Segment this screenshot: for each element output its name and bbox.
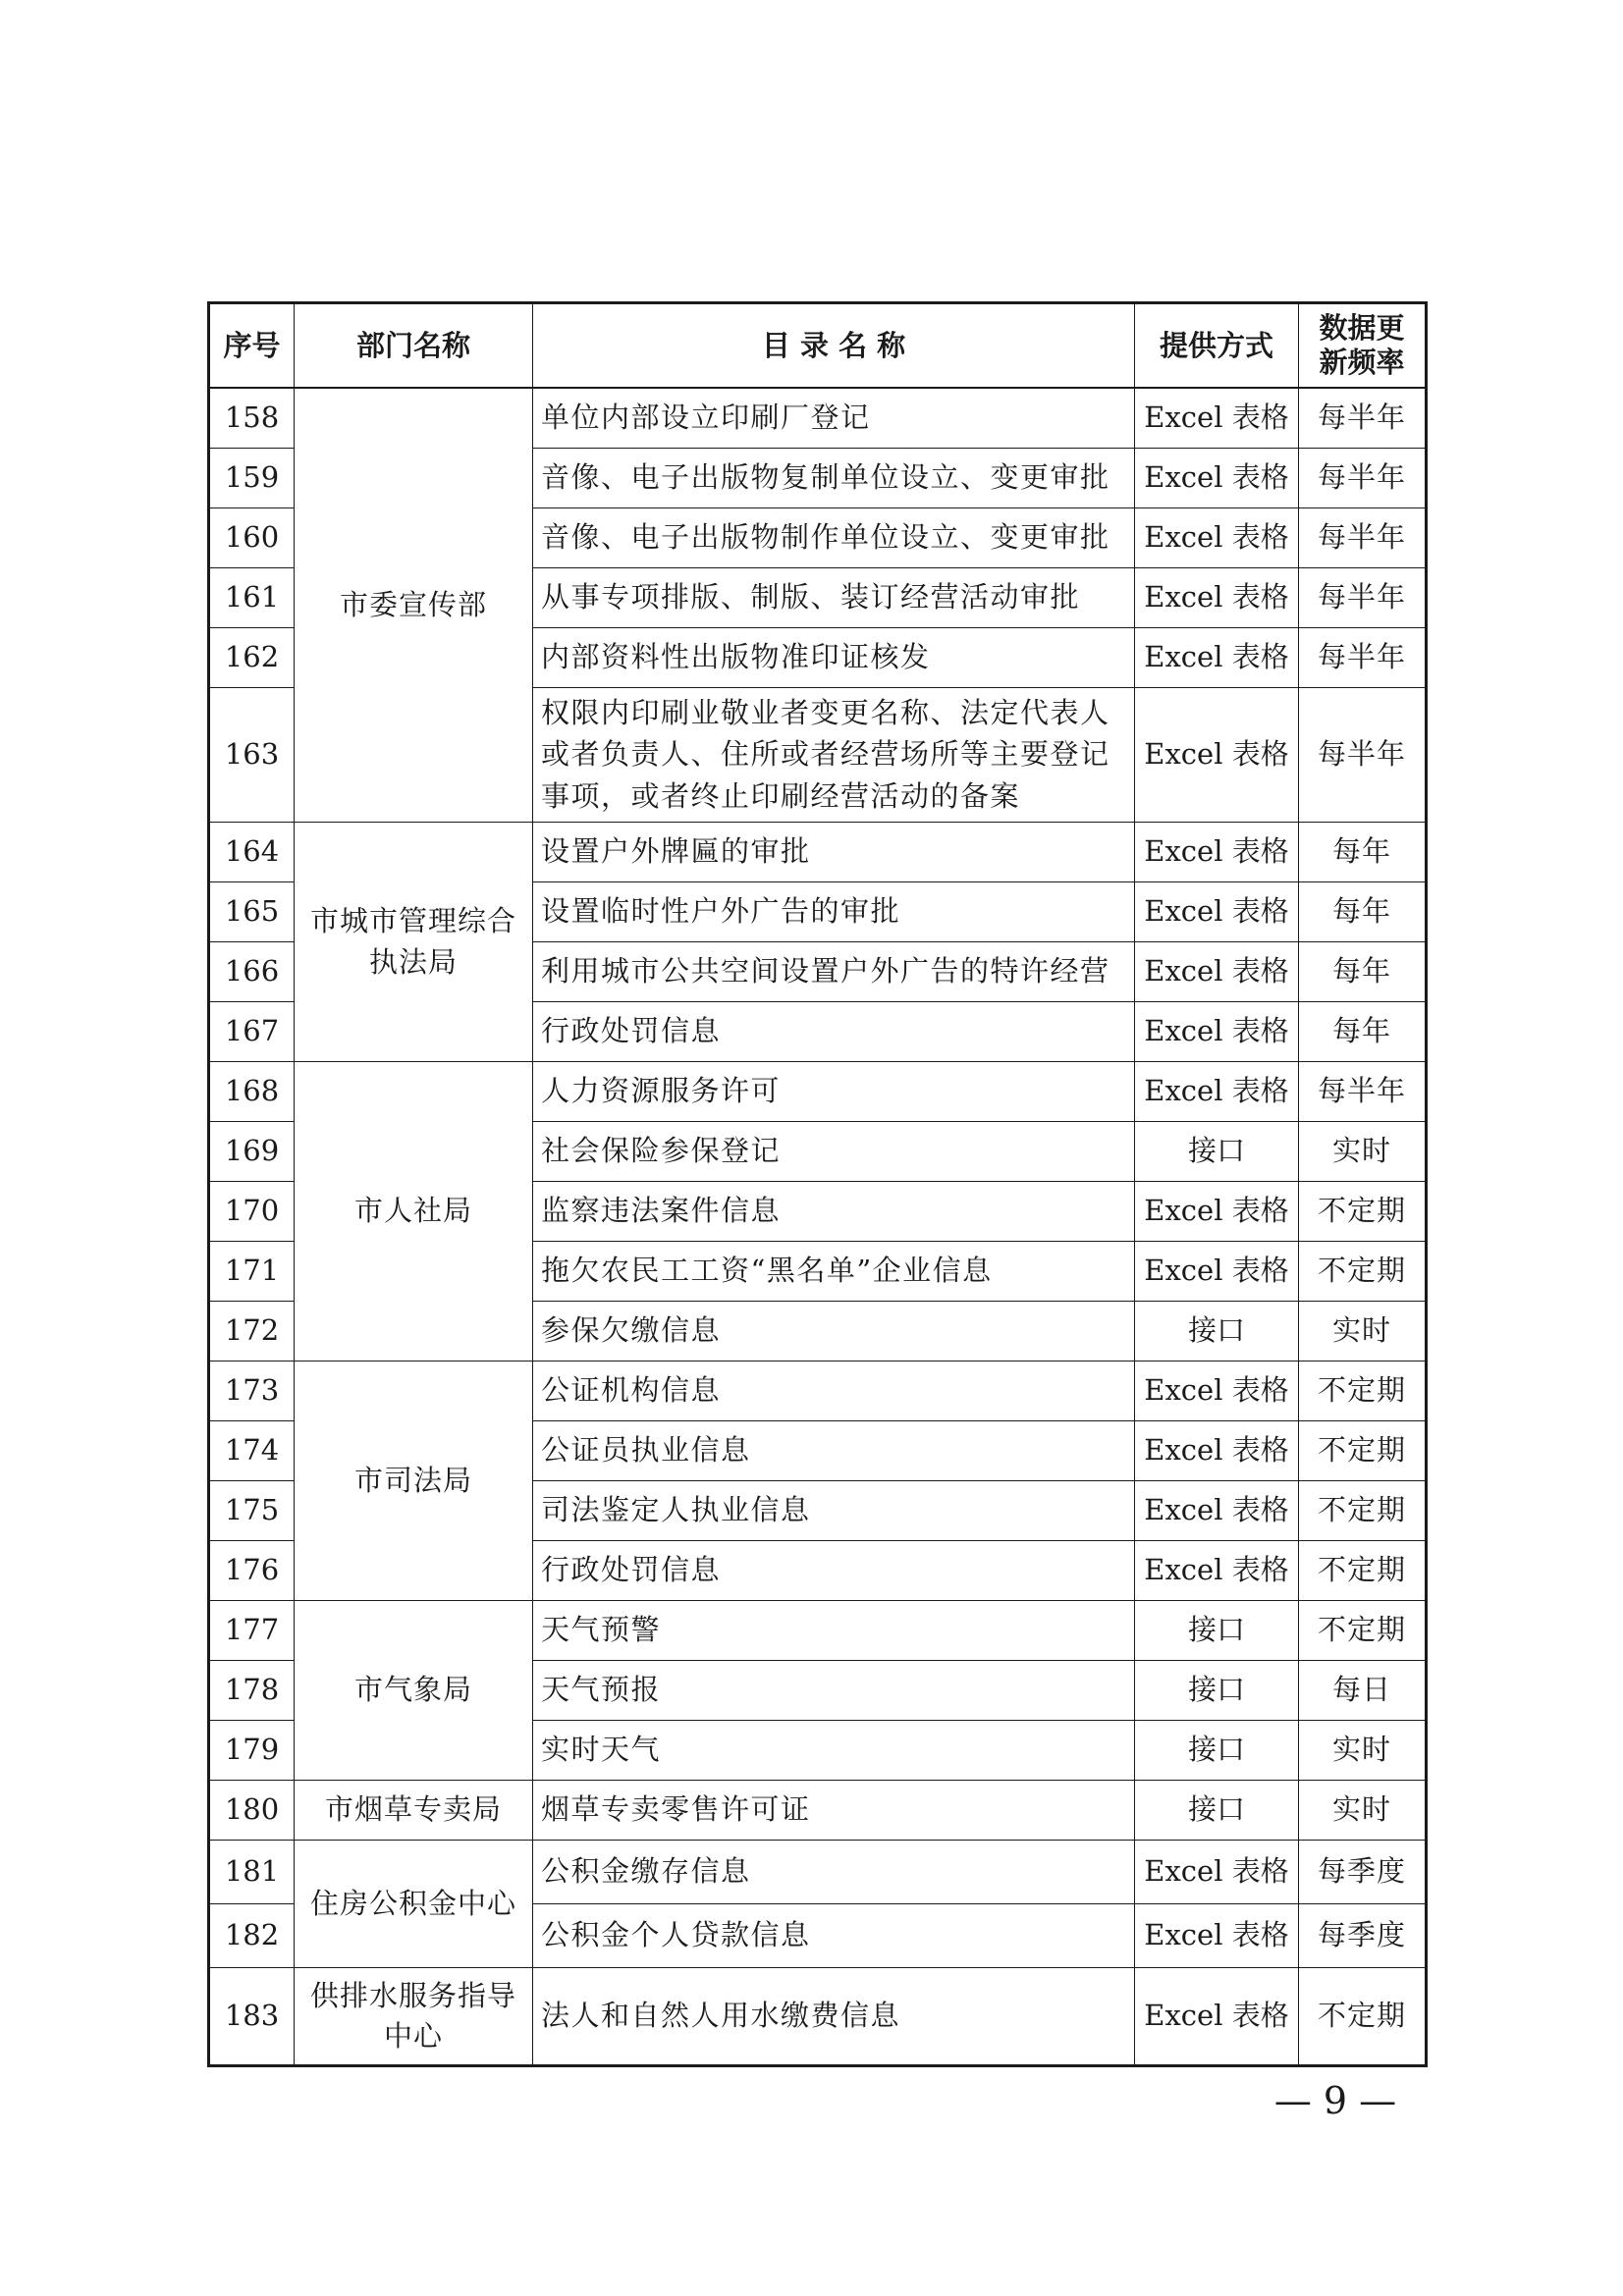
row-method: Excel 表格 [1135,1967,1299,2065]
row-name: 单位内部设立印刷厂登记 [533,388,1135,448]
row-name: 设置临时性户外广告的审批 [533,881,1135,941]
row-name: 实时天气 [533,1720,1135,1780]
row-freq: 每半年 [1299,567,1427,627]
row-freq: 每日 [1299,1660,1427,1720]
row-name: 司法鉴定人执业信息 [533,1480,1135,1540]
catalog-table [207,301,1428,2067]
header-freq: 数据更新频率 [1299,303,1427,389]
row-freq: 每半年 [1299,507,1427,567]
row-seq: 163 [209,687,295,822]
row-freq: 不定期 [1299,1361,1427,1420]
row-method: 接口 [1135,1720,1299,1780]
row-method: Excel 表格 [1135,1001,1299,1061]
row-freq: 每半年 [1299,627,1427,687]
row-name: 天气预报 [533,1660,1135,1720]
row-method: Excel 表格 [1135,687,1299,822]
row-seq: 175 [209,1480,295,1540]
row-method: Excel 表格 [1135,1840,1299,1903]
row-freq: 每年 [1299,881,1427,941]
row-name: 公积金个人贷款信息 [533,1903,1135,1967]
header-catalog: 目 录 名 称 [533,303,1135,389]
row-freq: 每年 [1299,822,1427,881]
row-dept: 市气象局 [295,1600,533,1780]
row-freq: 每年 [1299,1001,1427,1061]
row-name: 音像、电子出版物复制单位设立、变更审批 [533,448,1135,507]
row-name: 人力资源服务许可 [533,1061,1135,1121]
row-name: 法人和自然人用水缴费信息 [533,1967,1135,2065]
row-seq: 172 [209,1301,295,1361]
row-method: Excel 表格 [1135,1420,1299,1480]
table-row [209,1780,1427,1840]
row-seq: 181 [209,1840,295,1903]
row-method: Excel 表格 [1135,448,1299,507]
row-seq: 178 [209,1660,295,1720]
row-freq: 每半年 [1299,388,1427,448]
row-freq: 每季度 [1299,1840,1427,1903]
row-name: 权限内印刷业敬业者变更名称、法定代表人或者负责人、住所或者经营场所等主要登记事项，或者终止印刷经营活动的备案 [533,687,1135,822]
row-freq: 每半年 [1299,687,1427,822]
row-dept: 市烟草专卖局 [295,1780,533,1840]
row-method: Excel 表格 [1135,627,1299,687]
row-seq: 162 [209,627,295,687]
table-row [209,822,1427,881]
row-seq: 169 [209,1121,295,1181]
row-name: 从事专项排版、制版、装订经营活动审批 [533,567,1135,627]
row-name: 利用城市公共空间设置户外广告的特许经营 [533,941,1135,1001]
row-freq: 不定期 [1299,1241,1427,1301]
row-seq: 166 [209,941,295,1001]
row-freq: 不定期 [1299,1420,1427,1480]
row-method: 接口 [1135,1780,1299,1840]
row-method: 接口 [1135,1660,1299,1720]
row-freq: 实时 [1299,1301,1427,1361]
row-seq: 170 [209,1181,295,1241]
row-name: 烟草专卖零售许可证 [533,1780,1135,1840]
row-method: Excel 表格 [1135,1361,1299,1420]
header-dept: 部门名称 [295,303,533,389]
table-row [209,1840,1427,1903]
row-name: 公证员执业信息 [533,1420,1135,1480]
row-freq: 每半年 [1299,448,1427,507]
row-method: Excel 表格 [1135,1540,1299,1600]
table-row [209,1361,1427,1420]
row-method: 接口 [1135,1121,1299,1181]
row-name: 参保欠缴信息 [533,1301,1135,1361]
row-freq: 每季度 [1299,1903,1427,1967]
row-method: Excel 表格 [1135,941,1299,1001]
row-freq: 实时 [1299,1780,1427,1840]
row-freq: 不定期 [1299,1480,1427,1540]
row-seq: 182 [209,1903,295,1967]
row-name: 公积金缴存信息 [533,1840,1135,1903]
row-seq: 159 [209,448,295,507]
row-method: Excel 表格 [1135,507,1299,567]
row-seq: 179 [209,1720,295,1780]
row-seq: 168 [209,1061,295,1121]
table-row [209,388,1427,448]
row-dept: 市城市管理综合执法局 [295,822,533,1061]
header-method: 提供方式 [1135,303,1299,389]
row-name: 音像、电子出版物制作单位设立、变更审批 [533,507,1135,567]
row-name: 行政处罚信息 [533,1540,1135,1600]
row-seq: 165 [209,881,295,941]
row-method: Excel 表格 [1135,388,1299,448]
row-name: 社会保险参保登记 [533,1121,1135,1181]
row-dept: 市司法局 [295,1361,533,1600]
row-freq: 不定期 [1299,1540,1427,1600]
row-name: 监察违法案件信息 [533,1181,1135,1241]
row-dept: 住房公积金中心 [295,1840,533,1967]
row-method: Excel 表格 [1135,1241,1299,1301]
row-method: Excel 表格 [1135,567,1299,627]
table-row [209,1061,1427,1121]
header-row [209,303,1427,389]
row-method: 接口 [1135,1301,1299,1361]
row-seq: 161 [209,567,295,627]
table-row [209,1967,1427,2065]
row-method: Excel 表格 [1135,1181,1299,1241]
row-method: Excel 表格 [1135,1480,1299,1540]
row-seq: 180 [209,1780,295,1840]
row-freq: 实时 [1299,1720,1427,1780]
row-method: 接口 [1135,1600,1299,1660]
row-name: 设置户外牌匾的审批 [533,822,1135,881]
row-method: Excel 表格 [1135,1903,1299,1967]
row-seq: 174 [209,1420,295,1480]
row-name: 公证机构信息 [533,1361,1135,1420]
header-seq: 序号 [209,303,295,389]
page-number: — 9 — [1273,2079,1397,2122]
row-seq: 167 [209,1001,295,1061]
row-name: 天气预警 [533,1600,1135,1660]
row-method: Excel 表格 [1135,1061,1299,1121]
row-seq: 176 [209,1540,295,1600]
row-dept: 市委宣传部 [295,388,533,822]
row-name: 行政处罚信息 [533,1001,1135,1061]
row-freq: 每年 [1299,941,1427,1001]
row-name: 拖欠农民工工资“黑名单”企业信息 [533,1241,1135,1301]
row-seq: 177 [209,1600,295,1660]
row-method: Excel 表格 [1135,881,1299,941]
row-freq: 不定期 [1299,1967,1427,2065]
row-seq: 160 [209,507,295,567]
row-freq: 实时 [1299,1121,1427,1181]
row-method: Excel 表格 [1135,822,1299,881]
row-seq: 158 [209,388,295,448]
row-freq: 不定期 [1299,1181,1427,1241]
row-seq: 173 [209,1361,295,1420]
row-seq: 183 [209,1967,295,2065]
row-seq: 164 [209,822,295,881]
table-row [209,1600,1427,1660]
row-freq: 不定期 [1299,1600,1427,1660]
row-seq: 171 [209,1241,295,1301]
row-dept: 供排水服务指导中心 [295,1967,533,2065]
row-name: 内部资料性出版物准印证核发 [533,627,1135,687]
row-dept: 市人社局 [295,1061,533,1361]
row-freq: 每半年 [1299,1061,1427,1121]
